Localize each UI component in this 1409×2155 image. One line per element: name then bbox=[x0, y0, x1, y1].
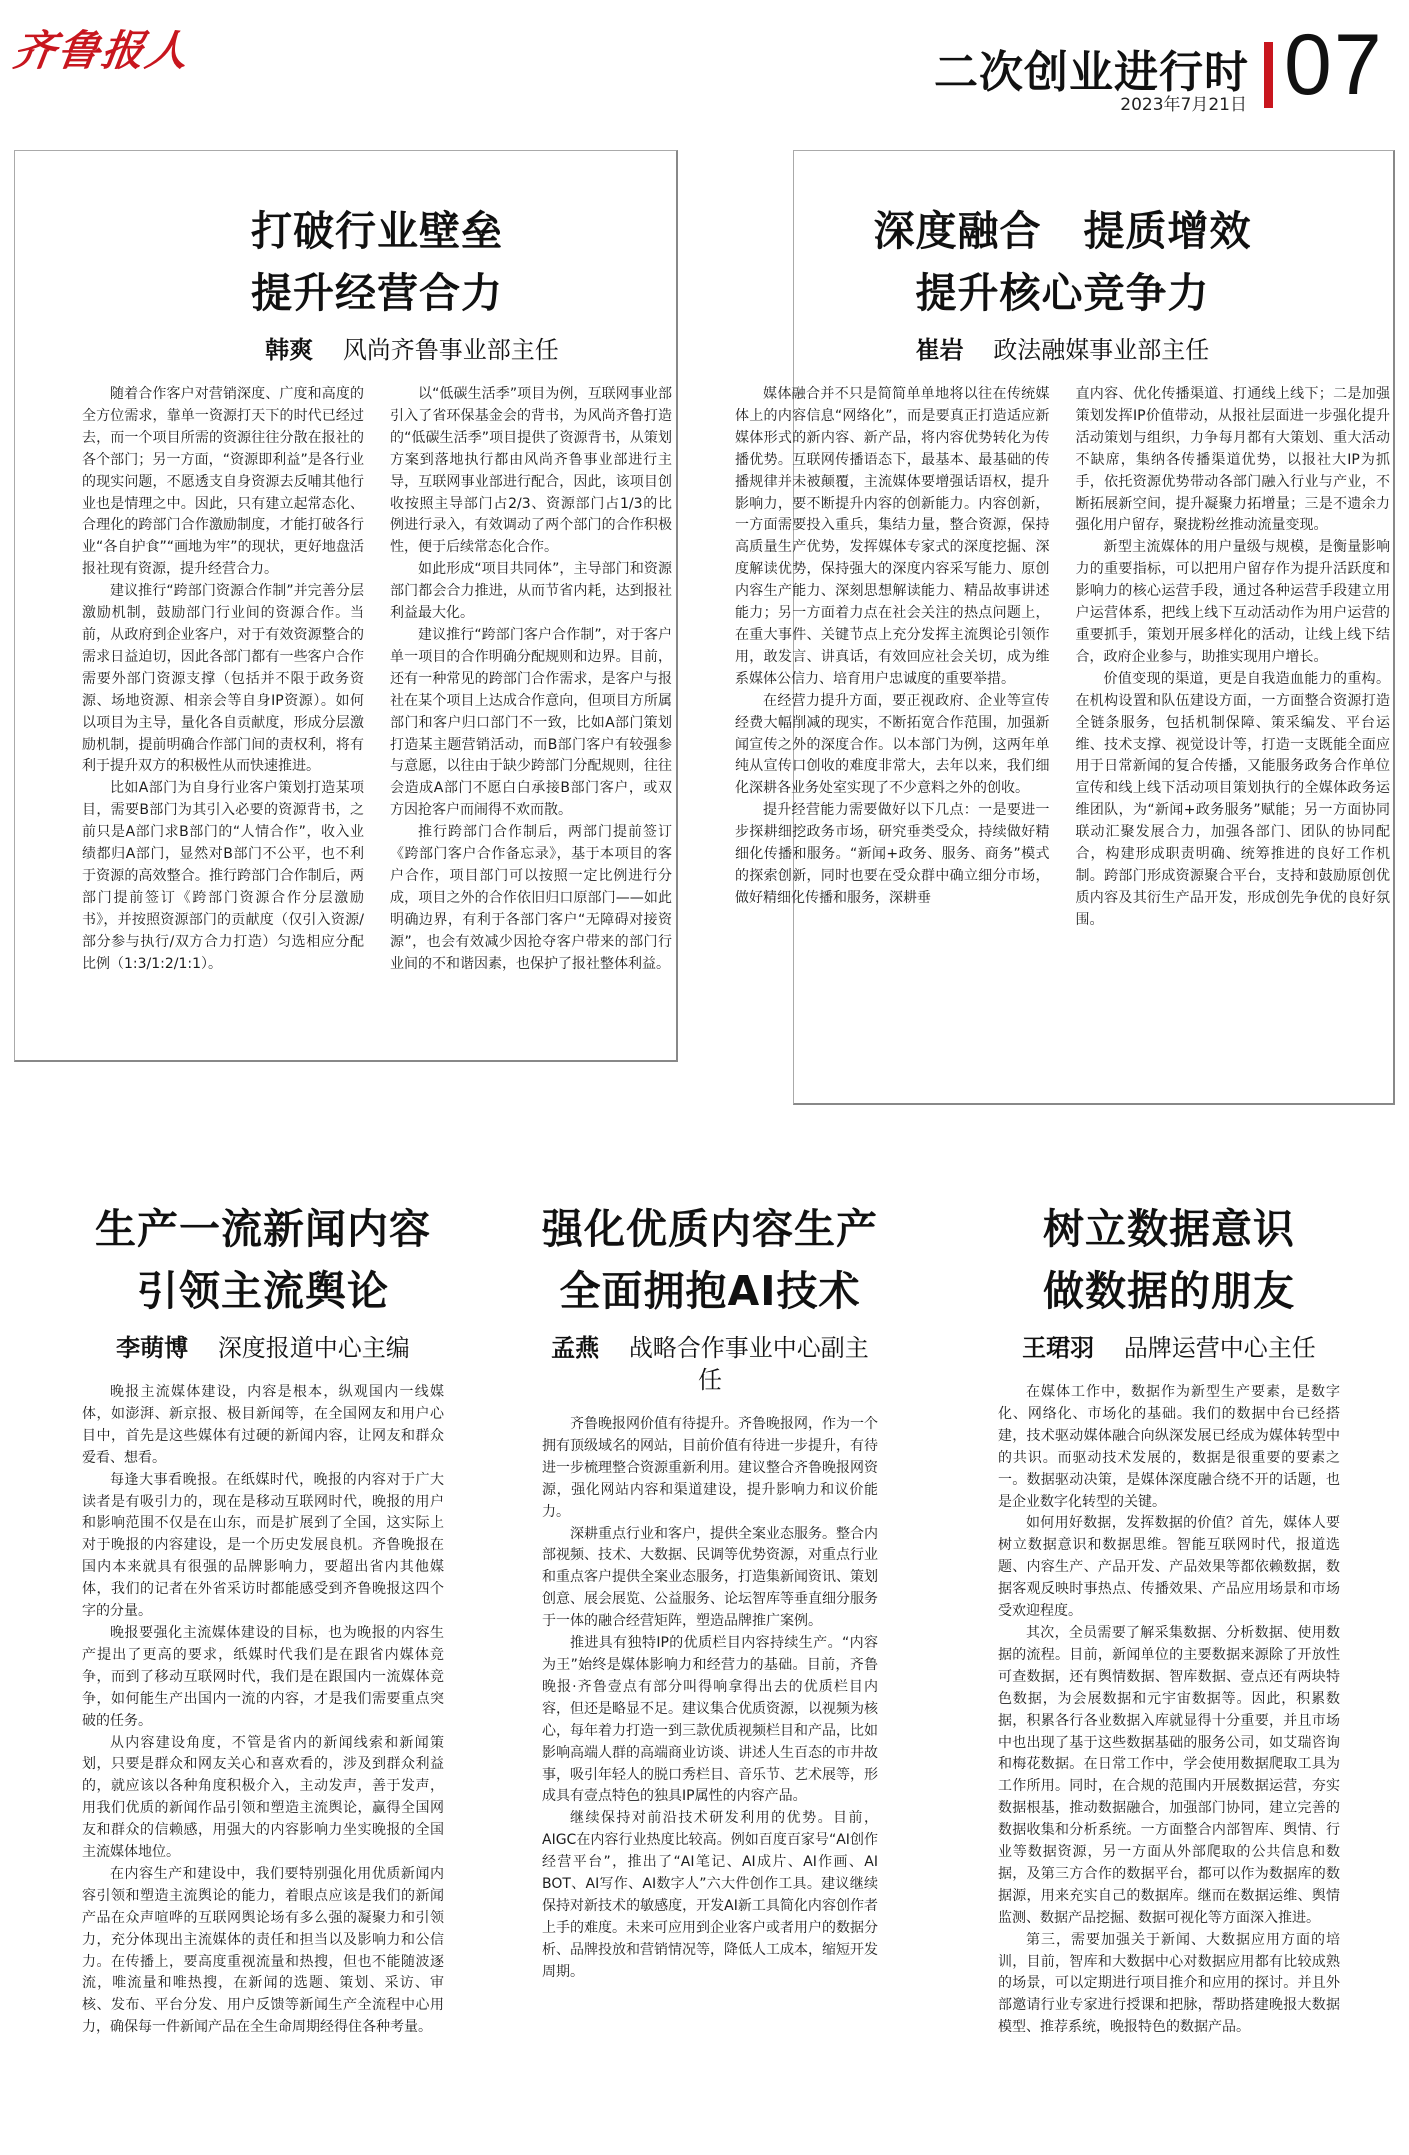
paragraph: 在经营力提升方面，要正视政府、企业等宣传经费大幅削减的现实，不断拓宽合作范围，加强新闻宣传之外的深度合作。以本部门为例，这两年单纯从宣传口创收的难度非常大，去年以来，我们细化深耕各业务处室实现了不少意料之外的创收。 bbox=[735, 692, 1050, 797]
article-headline bbox=[735, 200, 1390, 324]
article-byline bbox=[82, 1332, 444, 1364]
paragraph: 如此形成“项目共同体”，主导部门和资源部门都会合力推进，从而节省内耗，达到报社利益最大化。 bbox=[390, 561, 672, 622]
paragraph: 如何用好数据，发挥数据的价值？首先，媒体人要树立数据意识和数据思维。智能互联网时代，报道选题、内容生产、产品开发、产品效果等都依赖数据，数据客观反映时事热点、传播效果、产品应用场景和市场受欢迎程度。 bbox=[998, 1515, 1340, 1620]
paragraph: 从内容建设角度，不管是省内的新闻线索和新闻策划，只要是群众和网友关心和喜欢看的，涉及到群众利益的，就应该以各种角度积极介入，主动发声，善于发声，用我们优质的新闻作品引领和塑造主流舆论，赢得全国网友和群众的信赖感，用强大的内容影响力坐实晚报的全国主流媒体地位。 bbox=[82, 1734, 444, 1861]
page-divider-bar bbox=[1264, 42, 1273, 108]
article-break-industry-barriers bbox=[82, 200, 672, 975]
text-column bbox=[735, 384, 1050, 932]
article-body bbox=[998, 1382, 1340, 2039]
author-name: 王珺羽 bbox=[1022, 1334, 1095, 1362]
headline-line: 引领主流舆论 bbox=[137, 1267, 389, 1315]
paragraph: 建议推行“跨部门资源合作制”并完善分层激励机制，鼓励部门行业间的资源合作。当前，从政府到企业客户，对于有效资源整合的需求日益迫切，因此各部门都有一些客户合作需要外部门资源支撑（包括并不限于政务资源、场地资源、相亲会等自身IP资源）。如何以项目为主导，量化各自贡献度，形成分层激励机制，提前明确合作部门间的责权利，将有利于提升双方的积极性从而快速推进。 bbox=[82, 583, 364, 775]
paragraph: 其次，全员需要了解采集数据、分析数据、使用数据的流程。目前，新闻单位的主要数据来源除了开放性可查数据，还有舆情数据、智库数据、壹点还有两块特色数据，为会展数据和元宇宙数据等。因此，积累数据，积累各行各业数据入库就显得十分重要，并且市场中也出现了基于这些数据基础的服务公司，如艾瑞咨询和梅花数据。在日常工作中，学会使用数据爬取工具为工作所用。同时，在合规的范围内开展数据运营，夯实数据根基，推动数据融合，加强部门协同，建立完善的数据收集和分析系统。一方面整合内部智库、舆情、行业等数据资源，另一方面从外部爬取的公共信息和数据，及第三方合作的数据平台，都可以作为数据库的数据源，用来充实自己的数据库。继而在数据运维、舆情监测、数据产品挖掘、数据可视化等方面深入推进。 bbox=[998, 1624, 1340, 1926]
paragraph: 以“低碳生活季”项目为例，互联网事业部引入了省环保基金会的背书，为风尚齐鲁打造的“低碳生活季”项目提供了资源背书，从策划方案到落地执行都由风尚齐鲁事业部进行主导，互联网事业部进行配合，因此，该项目创收按照主导部门占2/3、资源部门占1/3的比例进行录入，有效调动了两个部门的合作积极性，便于后续常态化合作。 bbox=[390, 386, 672, 556]
author-name: 李萌博 bbox=[116, 1334, 189, 1362]
paragraph: 比如A部门为自身行业客户策划打造某项目，需要B部门为其引入必要的资源背书，之前只是A部门求B部门的“人情合作”，收入业绩都归A部门，显然对B部门不公平，也不利于资源的高效整合。推行跨部门合作制后，两部门提前签订《跨部门资源合作分层激励书》，并按照资源部门的贡献度（仅引入资源/部分参与执行/双方合力打造）匀选相应分配比例（1:3/1:2/1:1）。 bbox=[82, 780, 364, 972]
article-headline bbox=[542, 1198, 878, 1322]
paragraph: 晚报要强化主流媒体建设的目标，也为晚报的内容生产提出了更高的要求，纸媒时代我们是在跟省内媒体竞争，而到了移动互联网时代，我们是在跟国内一流媒体竞争，如何能生产出国内一流的内容，才是我们需要重点突破的任务。 bbox=[82, 1624, 444, 1729]
article-byline bbox=[542, 1332, 878, 1396]
text-column bbox=[1076, 384, 1391, 932]
headline-line: 树立数据意识 bbox=[1043, 1205, 1295, 1253]
text-column bbox=[390, 384, 672, 975]
headline-line: 提升经营合力 bbox=[251, 269, 503, 317]
article-byline bbox=[998, 1332, 1340, 1364]
article-first-class-news bbox=[82, 1198, 444, 2039]
headline-line: 生产一流新闻内容 bbox=[95, 1205, 431, 1253]
paragraph: 每逢大事看晚报。在纸媒时代，晚报的内容对于广大读者是有吸引力的，现在是移动互联网时代，晚报的用户和影响范围不仅是在山东，而是扩展到了全国，这实际上对于晚报的内容建设，是一个历史发展良机。齐鲁晚报在国内本来就具有很强的品牌影响力，要超出省内其他媒体，我们的记者在外省采访时都能感受到齐鲁晚报这四个字的分量。 bbox=[82, 1471, 444, 1620]
paragraph: 深耕重点行业和客户，提供全案业态服务。整合内部视频、技术、大数据、民调等优势资源，对重点行业和重点客户提供全案业态服务，打造集新闻资讯、策划创意、展会展览、公益服务、论坛智库等垂直细分服务于一体的融合经营矩阵，塑造品牌推广案例。 bbox=[542, 1525, 878, 1630]
article-body bbox=[735, 384, 1390, 932]
paragraph: 推进具有独特IP的优质栏目内容持续生产。“内容为王”始终是媒体影响力和经营力的基础。目前，齐鲁晚报·齐鲁壹点有部分叫得响拿得出去的优质栏目内容，但还是略显不足。建议集合优质资源，以视频为核心，每年着力打造一到三款优质视频栏目和产品，比如影响高端人群的高端商业访谈、讲述人生百态的市井故事，吸引年轻人的脱口秀栏目、音乐节、艺术展等，形成具有壹点特色的独具IP属性的内容产品。 bbox=[542, 1635, 878, 1805]
author-name: 崔岩 bbox=[915, 336, 964, 364]
text-column bbox=[998, 1382, 1340, 2039]
paragraph: 随着合作客户对营销深度、广度和高度的全方位需求，靠单一资源打天下的时代已经过去，而一个项目所需的资源往往分散在报社的各个部门；另一方面，“资源即利益”是各行业的现实问题，不愿透支自身资源去反哺其他行业也是情理之中。因此，只有建立起常态化、合理化的跨部门合作激励制度，才能打破各行业“各自护食”“画地为牢”的现状，更好地盘活报社现有资源，提升经营合力。 bbox=[82, 386, 364, 578]
paragraph: 在媒体工作中，数据作为新型生产要素，是数字化、网络化、市场化的基础。我们的数据中台已经搭建，技术驱动媒体融合向纵深发展已经成为媒体转型中的共识。而驱动技术发展的，数据是很重要的要素之一。数据驱动决策，是媒体深度融合绕不开的话题，也是企业数字化转型的关键。 bbox=[998, 1384, 1340, 1510]
paragraph: 第三，需要加强关于新闻、大数据应用方面的培训，目前，智库和大数据中心对数据应用都有比较成熟的场景，可以定期进行项目推介和应用的探讨。并且外部邀请行业专家进行授课和把脉，帮助搭建晚报大数据模型、推荐系统，晚报特色的数据产品。 bbox=[998, 1931, 1340, 2036]
page-number: 07 bbox=[1284, 17, 1384, 113]
paragraph: 直内容、优化传播渠道、打通线上线下；二是加强策划发挥IP价值带动，从报社层面进一步强化提升活动策划与组织，力争每月都有大策划、重大活动不缺席，集纳各传播渠道优势，以报社大IP为抓手，依托资源优势带动各部门融入行业与产业，不断拓展新空间，提升凝聚力拓增量；三是不遗余力强化用户留存，聚拢粉丝推动流量变现。 bbox=[1075, 386, 1390, 534]
paragraph: 推行跨部门合作制后，两部门提前签订《跨部门客户合作备忘录》，基于本项目的客户合作，项目部门可以按照一定比例进行分成，项目之外的合作依旧归口原部门——如此明确边界，有利于各部门客户“无障碍对接资源”，也会有效减少因抢夺客户带来的部门行业间的不和谐因素，也保护了报社整体利益。 bbox=[390, 824, 672, 972]
author-role: 战略合作事业中心副主任 bbox=[628, 1334, 869, 1394]
headline-line: 强化优质内容生产 bbox=[542, 1205, 878, 1253]
author-role: 风尚齐鲁事业部主任 bbox=[342, 336, 559, 364]
headline-line: 做数据的朋友 bbox=[1043, 1267, 1295, 1315]
headline-line: 全面拥抱AI技术 bbox=[559, 1267, 861, 1315]
article-deep-integration bbox=[735, 200, 1390, 932]
section-title: 二次创业进行时 bbox=[934, 47, 1249, 98]
text-column bbox=[82, 384, 364, 975]
headline-line: 打破行业壁垒 bbox=[251, 207, 503, 255]
headline-line: 深度融合 提质增效 bbox=[873, 207, 1252, 255]
author-role: 品牌运营中心主任 bbox=[1123, 1334, 1316, 1362]
author-role: 政法融媒事业部主任 bbox=[993, 336, 1210, 364]
masthead bbox=[0, 0, 1409, 120]
author-name: 韩爽 bbox=[265, 336, 314, 364]
author-name: 孟燕 bbox=[551, 1334, 600, 1362]
newspaper-logo[interactable]: 齐鲁报人 bbox=[10, 26, 194, 75]
article-byline bbox=[152, 334, 672, 366]
author-role: 深度报道中心主编 bbox=[217, 1334, 410, 1362]
paragraph: 提升经营能力需要做好以下几点：一是要进一步探耕细挖政务市场，研究垂类受众，持续做好精细化传播和服务。“新闻+政务、服务、商务”模式的探索创新，同时也要在受众群中确立细分市场，做好精细化传播和服务，深耕垂 bbox=[735, 802, 1050, 906]
article-body bbox=[542, 1414, 878, 1984]
text-column bbox=[82, 1382, 444, 2039]
article-headline bbox=[82, 1198, 444, 1322]
headline-line: 提升核心竞争力 bbox=[915, 269, 1210, 317]
article-headline bbox=[998, 1198, 1340, 1322]
paragraph: 在内容生产和建设中，我们要特别强化用优质新闻内容引领和塑造主流舆论的能力，着眼点应该是我们的新闻产品在众声喧哗的互联网舆论场有多么强的凝聚力和引领力，充分体现出主流媒体的责任和担当以及影响力和公信力。在传播上，要高度重视流量和热搜，但也不能随波逐流，唯流量和唯热搜，在新闻的选题、策划、采访、审核、发布、平台分发、用户反馈等新闻生产全流程中心用力，确保每一件新闻产品在全生命周期经得住各种考量。 bbox=[82, 1865, 444, 2036]
paragraph: 价值变现的渠道，更是自我造血能力的重构。在机构设置和队伍建设方面，一方面整合资源打造全链条服务，包括机制保障、策采编发、平台运维、技术支撑、视觉设计等，打造一支既能全面应用于日常新闻的复合传播，又能服务政务合作单位宣传和线上线下活动项目策划执行的全媒体政务运维团队，为“新闻+政务服务”赋能；另一方面协同联动汇聚发展合力，加强各部门、团队的协同配合，构建形成职责明确、统筹推进的良好工作机制。跨部门形成资源聚合平台，支持和鼓励原创优质内容及其衍生产品开发，形成创先争优的良好氛围。 bbox=[1075, 670, 1390, 928]
paragraph: 晚报主流媒体建设，内容是根本，纵观国内一线媒体，如澎湃、新京报、极目新闻等，在全国网友和用户心目中，首先是这些媒体有过硬的新闻内容，让网友和群众爱看、想看。 bbox=[82, 1384, 444, 1466]
article-quality-content-ai bbox=[542, 1198, 878, 1984]
text-column bbox=[542, 1414, 878, 1984]
paragraph: 新型主流媒体的用户量级与规模，是衡量影响力的重要指标，可以把用户留存作为提升活跃度和影响力的核心运营手段，通过各种运营手段建立用户运营体系，把线上线下互动活动作为用户运营的重要抓手，策划开展多样化的活动，让线上线下结合，政府企业参与，助推实现用户增长。 bbox=[1075, 539, 1390, 665]
paragraph: 建议推行“跨部门客户合作制”，对于客户单一项目的合作明确分配规则和边界。目前，还有一种常见的跨部门合作需求，是客户与报社在某个项目上达成合作意向，但项目方所属部门和客户归口部门不一致，比如A部门策划打造某主题营销活动，而B部门客户有较强参与意愿，以往由于缺少跨部门分配规则，往往会造成A部门不愿白白承接B部门客户，或双方因抢客户而闹得不欢而散。 bbox=[390, 626, 672, 819]
article-body bbox=[82, 1382, 444, 2039]
paragraph: 媒体融合并不只是简简单单地将以往在传统媒体上的内容信息“网络化”，而是要真正打造适应新媒体形式的新内容、新产品，将内容优势转化为传播优势。互联网传播语态下，最基本、最基础的传播规律并未被颠覆，主流媒体要增强话语权，提升影响力，要不断提升内容的创新能力。内容创新，一方面需要投入重兵，集结力量，整合资源，保持高质量生产优势，发挥媒体专家式的深度挖掘、深度解读优势，保持强大的深度内容采写能力、原创内容生产能力、深刻思想解读能力、精品故事讲述能力；另一方面着力点在社会关注的热点问题上，在重大事件、关键节点上充分发挥主流舆论引领作用，敢发言、讲真话，有效回应社会关切，成为维系媒体公信力、培育用户忠诚度的重要举措。 bbox=[735, 386, 1050, 687]
issue-date: 2023年7月21日 bbox=[1120, 95, 1247, 115]
article-headline bbox=[82, 200, 672, 324]
article-byline bbox=[735, 334, 1390, 366]
article-body bbox=[82, 384, 672, 975]
article-data-awareness bbox=[998, 1198, 1340, 2039]
paragraph: 齐鲁晚报网价值有待提升。齐鲁晚报网，作为一个拥有顶级域名的网站，目前价值有待进一步提升，有待进一步梳理整合资源重新利用。建议整合齐鲁晚报网资源，强化网站内容和渠道建设，提升影响力和议价能力。 bbox=[542, 1416, 878, 1520]
paragraph: 继续保持对前沿技术研发利用的优势。目前，AIGC在内容行业热度比较高。例如百度百家号“AI创作经营平台”，推出了“AI笔记、AI成片、AI作画、AI BOT、AI写作、AI数字人”六大件创作工具。建议继续保持对新技术的敏感度，开发AI新工具简化内容创作者上手的难度。未来可应用到企业客户或者用户的数据分析、品牌投放和营销情况等，降低人工成本，缩短开发周期。 bbox=[542, 1810, 878, 1980]
